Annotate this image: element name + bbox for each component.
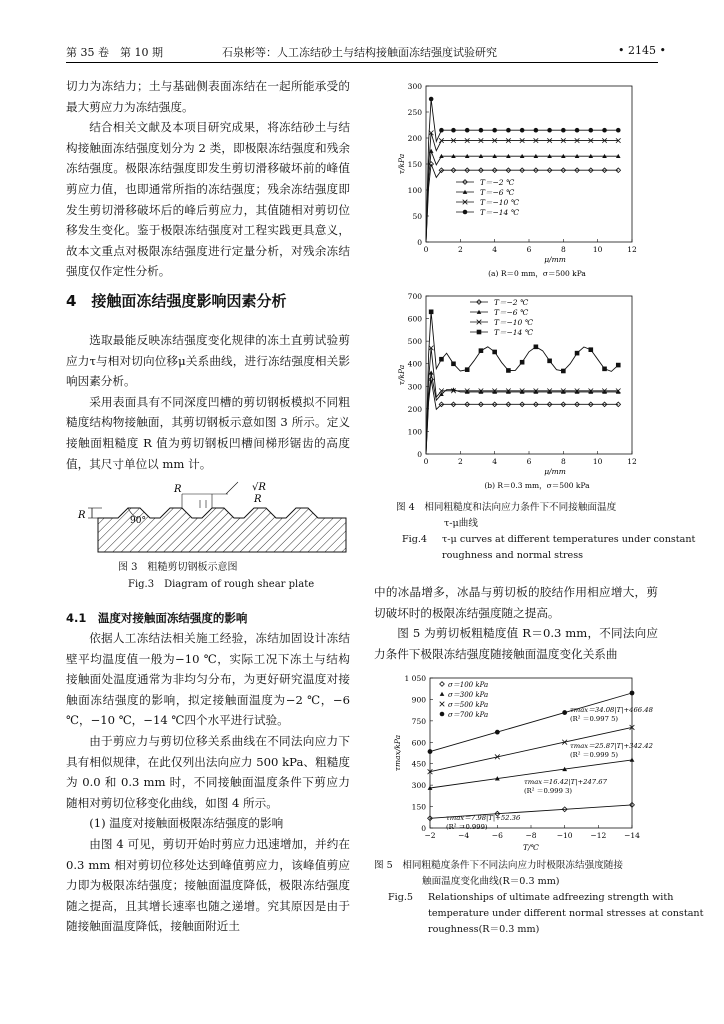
y-tick-label: 750 — [411, 716, 426, 726]
y-axis-label: τ/kPa — [397, 153, 406, 175]
fig3-caption-cn: 图 3 粗糙剪切钢板示意图 — [118, 562, 238, 573]
roughness-symbol-line — [226, 482, 238, 494]
section-title: 4 接触面冻结强度影响因素分析 — [66, 292, 287, 310]
series-line — [426, 373, 618, 454]
left-column-middle — [66, 330, 350, 474]
y-tick-label: 700 — [407, 292, 422, 301]
fit-equation: τmax＝25.87|T|+342.42 — [570, 742, 653, 750]
data-point-square — [492, 350, 497, 355]
data-point-circle — [547, 128, 552, 133]
data-point-square — [534, 345, 539, 350]
y-axis-label: τ/kPa — [397, 364, 406, 386]
data-point-circle — [463, 210, 468, 215]
y-tick-label: 600 — [411, 738, 426, 748]
data-point-circle — [589, 128, 594, 133]
data-point-square — [520, 360, 525, 365]
data-point-square — [439, 357, 444, 362]
data-point-circle — [492, 128, 497, 133]
data-point-circle — [451, 128, 456, 133]
y-tick-label: 500 — [407, 337, 422, 347]
fig3-caption-en: Fig.3 Diagram of rough shear plate — [128, 579, 315, 590]
fit-equation: τmax＝34.08|T|+466.48 — [570, 706, 653, 714]
y-tick-label: 100 — [407, 186, 422, 195]
paragraph: 由于剪应力与剪切位移关系曲线在不同法向应力下具有相似规律，在此仅列出法向应力 500 kPa、粗糙度为 0.0 和 0.3 mm 时，不同接触面温度条件下剪应力随相对剪切位移变化曲线，如图 4 所示。 — [66, 733, 350, 810]
data-point-circle — [616, 128, 621, 133]
roughness-label-left: R — [78, 510, 86, 521]
data-point-diamond — [440, 682, 445, 687]
x-tick-label: −12 — [590, 831, 607, 840]
data-point-square — [616, 363, 621, 368]
fig5-chart — [376, 670, 660, 856]
paragraph: 采用表面具有不同深度凹槽的剪切钢板模拟不同粗糙度结构物接触面，其剪切钢板示意如图 3 所示。定义接触面粗糙度 R 值为剪切钢板凹槽间梯形锯齿的高度值，其尺寸单位以 mm 计。 — [66, 394, 350, 471]
x-tick-label: 4 — [492, 457, 498, 466]
fig5-caption-en-label: Fig.5 — [388, 892, 414, 903]
data-point-square — [561, 369, 566, 374]
fig5-caption-en-2: temperature under different normal stresses at constant — [428, 908, 704, 919]
x-axis-label: T/℃ — [523, 843, 539, 852]
data-point-square — [429, 310, 434, 315]
y-tick-label: 150 — [411, 802, 426, 812]
y-tick-label: 900 — [411, 695, 426, 705]
fig5-caption — [374, 858, 703, 938]
data-point-square — [575, 351, 580, 356]
y-tick-label: 0 — [417, 238, 422, 247]
series-line — [426, 164, 618, 242]
legend-label: σ＝700 kPa — [448, 711, 489, 719]
fit-equation: τmax＝7.98|T|+52.36 — [446, 814, 521, 822]
fig4-caption-en-label: Fig.4 — [402, 534, 428, 545]
data-point-circle — [561, 128, 566, 133]
data-point-square — [589, 347, 594, 352]
x-tick-label: 4 — [492, 245, 498, 254]
data-point-circle — [602, 128, 607, 133]
x-tick-label: −14 — [624, 831, 640, 840]
x-tick-label: −10 — [556, 831, 573, 840]
y-tick-label: 300 — [407, 382, 422, 392]
y-tick-label: 300 — [407, 82, 422, 91]
y-tick-label: 200 — [407, 404, 422, 414]
data-point-square — [465, 367, 470, 372]
x-tick-label: 0 — [423, 245, 429, 254]
x-tick-label: 10 — [592, 457, 603, 466]
fig4-caption-cn-2: τ-μ曲线 — [444, 518, 478, 529]
roughness-symbol: √R — [252, 482, 266, 493]
fig4b-chart — [376, 286, 660, 498]
y-tick-label: 600 — [407, 314, 422, 324]
legend-label: T＝−14 ℃ — [480, 208, 520, 217]
data-point-square — [602, 367, 607, 372]
fig5-caption-cn-1: 图 5 相同粗糙度条件下不同法向应力时极限冻结强度随接 — [374, 860, 623, 871]
roughness-label-right: R — [254, 494, 262, 505]
data-point-cross — [440, 702, 445, 707]
fig5-caption-en-1: Relationships of ultimate adfreezing strength with — [428, 892, 674, 903]
y-tick-label: 400 — [407, 359, 422, 369]
paragraph: 切力为冻结力；土与基础侧表面冻结在一起所能承受的最大剪应力为冻结强度。 — [66, 79, 350, 114]
x-tick-label: 6 — [526, 245, 532, 254]
paragraph: 结合相关文献及本项目研究成果，将冻结砂土与结构接触面冻结强度划分为 2 类，即极限冻结强度和残余冻结强度。极限冻结强度即发生剪切滑移破坏前的峰值剪应力值，也即通常所指的冻结强度；残余冻结强度即发生剪切滑移破坏后的峰后剪应力，其值随相对剪切位移发生变化。鉴于极限冻结强度对工程实践更具意义，故本文重点对极限冻结强度进行定量分析，对残余冻结强度仅作定性分析。 — [66, 120, 350, 279]
x-tick-label: −4 — [458, 831, 470, 840]
legend-label: T＝−6 ℃ — [494, 308, 529, 317]
series-line — [426, 133, 618, 242]
y-tick-label: 200 — [407, 134, 422, 143]
running-header-volume: 第 35 卷 第 10 期 — [66, 46, 163, 59]
x-tick-label: 0 — [423, 457, 429, 466]
angle-label: 90° — [130, 516, 146, 526]
x-tick-label: 2 — [457, 457, 463, 466]
data-point-circle — [439, 128, 444, 133]
fig3-diagram — [76, 478, 350, 556]
fit-r2: (R² ＝0.997 5) — [570, 715, 619, 723]
roughness-label-top: R — [174, 484, 182, 495]
data-point-circle — [440, 712, 445, 717]
fig5-caption-cn-2: 触面温度变化曲线(R＝0.3 mm) — [422, 876, 560, 887]
x-tick-label: −2 — [424, 831, 436, 840]
data-point-circle — [428, 749, 433, 754]
data-point-circle — [630, 691, 635, 696]
right-column-text — [374, 582, 658, 664]
fig5-caption-en-3: roughness(R＝0.3 mm) — [428, 924, 540, 935]
x-tick-label: −6 — [491, 831, 503, 840]
x-tick-label: 12 — [627, 245, 637, 254]
series-line — [426, 151, 618, 242]
chart-title: (a) R＝0 mm，σ＝500 kPa — [488, 269, 586, 278]
legend-label: T＝−2 ℃ — [480, 178, 515, 187]
y-tick-label: 150 — [407, 160, 422, 169]
legend-label: σ＝500 kPa — [448, 701, 489, 709]
fig4-caption-cn-1: 图 4 相同粗糙度和法向应力条件下不同接触面温度 — [396, 502, 617, 513]
data-point-square — [451, 361, 456, 366]
paragraph: 由图 4 可见，剪切开始时剪应力迅速增加，并约在 0.3 mm 相对剪切位移处达到峰值剪应力，该峰值剪应力即为极限冻结强度；接触面温度降低，极限冻结强度随之提高，且其增长速率也随之递增。究其原因是由于随接触面温度降低，接触面附近土 — [66, 836, 350, 934]
paragraph: 中的冰晶增多，冰晶与剪切板的胶结作用相应增大，剪切破坏时的极限冻结强度随之提高。 — [374, 585, 658, 620]
paragraph: 依据人工冻结法相关施工经验，冻结加固设计冻结壁平均温度值一般为−10 ℃，实际工况下冻土与结构接触面处温度通常为非均匀分布，为更好研究温度对接触面冻结强度的影响，拟定接触面温度为−2 ℃，−6 ℃，−10 ℃，−14 ℃四个水平进行试验。 — [66, 631, 350, 728]
data-point-square — [547, 359, 552, 364]
x-tick-label: −8 — [525, 831, 537, 840]
data-point-square — [479, 348, 484, 353]
x-axis-label: μ/mm — [544, 467, 566, 476]
left-column-upper — [66, 76, 350, 282]
fig4a-chart — [376, 78, 660, 282]
data-point-triangle — [630, 757, 635, 761]
data-point-square — [506, 368, 511, 373]
subsection-title: 4.1 温度对接触面冻结强度的影响 — [66, 611, 248, 625]
running-header-page: • 2145 • — [618, 44, 666, 57]
fig4-caption — [394, 500, 695, 564]
legend-label: σ＝100 kPa — [448, 681, 489, 689]
legend-label: T＝−14 ℃ — [494, 328, 534, 337]
plot-frame — [426, 86, 632, 242]
running-header-title: 石泉彬等：人工冻结砂土与结构接触面冻结强度试验研究 — [222, 46, 497, 59]
legend-label: T＝−2 ℃ — [494, 298, 529, 307]
data-point-circle — [562, 710, 567, 715]
y-tick-label: 300 — [411, 781, 426, 791]
x-tick-label: 2 — [457, 245, 463, 254]
x-tick-label: 8 — [560, 457, 566, 466]
left-column-lower — [66, 628, 350, 937]
y-axis-label: τmax/kPa — [393, 734, 402, 772]
y-tick-label: 0 — [421, 824, 426, 833]
header-rule — [66, 62, 658, 63]
data-point-circle — [506, 128, 511, 133]
rough-plate-profile — [98, 508, 346, 552]
paragraph: (1) 温度对接触面极限冻结强度的影响 — [89, 816, 284, 831]
y-tick-label: 450 — [411, 759, 426, 769]
chart-title: (b) R＝0.3 mm，σ＝500 kPa — [484, 481, 590, 490]
y-tick-label: 250 — [407, 108, 422, 117]
x-axis-label: μ/mm — [544, 255, 566, 264]
data-point-circle — [534, 128, 539, 133]
y-tick-label: 1 050 — [404, 674, 426, 683]
x-tick-label: 10 — [592, 245, 603, 254]
data-point-circle — [495, 730, 500, 735]
fig4-caption-en-2: roughness and normal stress — [442, 550, 584, 561]
x-tick-label: 12 — [627, 457, 637, 466]
y-tick-label: 50 — [412, 212, 422, 221]
fit-r2: (R² ＝0.999 5) — [570, 751, 619, 759]
data-point-circle — [465, 128, 470, 133]
data-point-circle — [575, 128, 580, 133]
fig4-caption-en-1: τ-μ curves at different temperatures under constant — [442, 534, 696, 545]
data-point-triangle — [440, 692, 445, 696]
legend-label: T＝−6 ℃ — [480, 188, 515, 197]
data-point-circle — [520, 128, 525, 133]
x-tick-label: 6 — [526, 457, 532, 466]
paragraph: 图 5 为剪切板粗糙度值 R＝0.3 mm，不同法向应力条件下极限冻结强度随接触面温度变化关系曲 — [374, 626, 658, 661]
data-point-square — [477, 330, 482, 335]
x-tick-label: 8 — [560, 245, 566, 254]
fit-r2: (R² ＝0.999) — [446, 823, 488, 831]
fit-equation: τmax＝16.42|T|+247.67 — [524, 778, 607, 786]
data-point-circle — [479, 128, 484, 133]
legend-label: T＝−10 ℃ — [494, 318, 534, 327]
legend-label: T＝−10 ℃ — [480, 198, 520, 207]
paragraph: 选取最能反映冻结强度变化规律的冻土直剪试验剪应力τ与相对切向位移μ关系曲线，进行冻结强度相关影响因素分析。 — [66, 333, 350, 389]
legend-label: σ＝300 kPa — [448, 691, 489, 699]
y-tick-label: 100 — [407, 427, 422, 437]
y-tick-label: 0 — [417, 450, 422, 459]
data-point-circle — [429, 97, 434, 102]
fit-r2: (R² ＝0.999 3) — [524, 787, 573, 795]
